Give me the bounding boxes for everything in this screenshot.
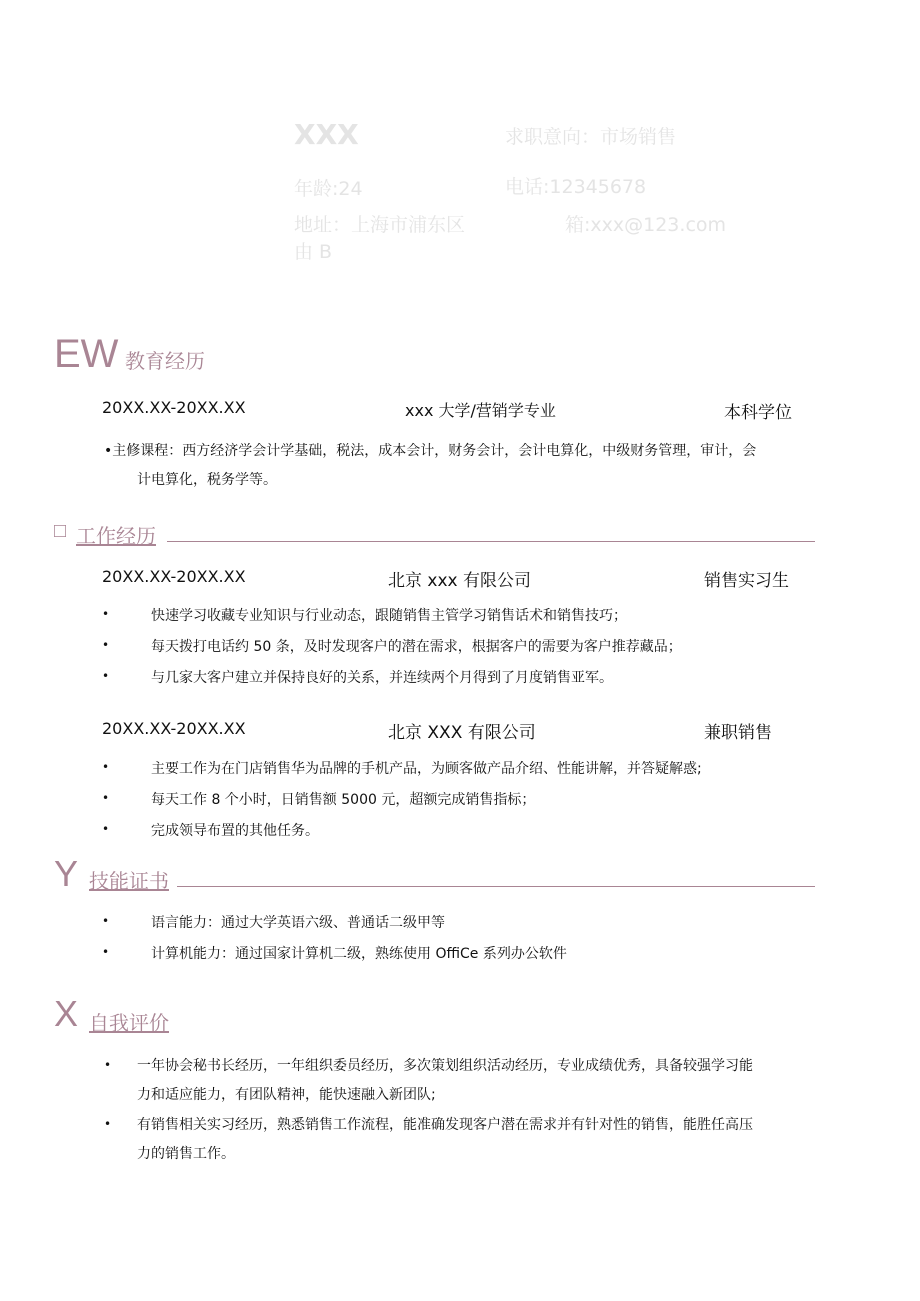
job-2-item-3: 完成领导布置的其他任务。	[151, 823, 319, 839]
list-bullet: •	[104, 1058, 112, 1072]
job-1-item-1: 快速学习收藏专业知识与行业动态，跟随销售主管学习销售话术和销售技巧；	[151, 608, 627, 624]
self-item-2-line1: 有销售相关实习经历，熟悉销售工作流程，能准确发现客户潜在需求并有针对性的销售，能胜任高压	[137, 1117, 753, 1133]
job-1-date: 20XX.XX-20XX.XX	[102, 567, 246, 586]
education-section-title: 教育经历	[125, 349, 205, 373]
job-intent: 求职意向：市场销售	[505, 126, 677, 148]
self-item-1-line2: 力和适应能力，有团队精神，能快速融入新团队;	[137, 1087, 436, 1103]
job-1-company: 北京 xxx 有限公司	[388, 571, 531, 591]
education-courses-line1: •主修课程：西方经济学会计学基础，税法，成本会计，财务会计，会计电算化，中级财务管理，审计，会	[104, 443, 757, 459]
list-bullet: •	[102, 945, 110, 959]
address-field-line2: 由 B	[294, 241, 333, 263]
job-2-company: 北京 XXX 有限公司	[388, 723, 536, 743]
job-2-item-2: 每天工作 8 个小时，日销售额 5000 元，超额完成销售指标；	[151, 792, 536, 808]
list-bullet: •	[104, 1117, 112, 1131]
work-section-title: 工作经历	[76, 524, 156, 548]
self-item-1-line1: 一年协会秘书长经历，一年组织委员经历，多次策划组织活动经历，专业成绩优秀，具备较强学习能	[137, 1058, 753, 1074]
job-2-item-1: 主要工作为在门店销售华为品牌的手机产品，为顾客做产品介绍、性能讲解，并答疑解惑;	[151, 761, 702, 777]
list-bullet: •	[102, 638, 110, 652]
list-bullet: •	[102, 760, 110, 774]
education-section-icon: EW	[54, 332, 119, 376]
education-degree: 本科学位	[724, 403, 792, 423]
work-section-rule	[167, 541, 815, 542]
age-field: 年龄:24	[294, 178, 363, 200]
job-1-item-3: 与几家大客户建立并保持良好的关系，并连续两个月得到了月度销售亚军。	[151, 670, 613, 686]
skills-section-icon: Y	[54, 853, 79, 894]
job-2-date: 20XX.XX-20XX.XX	[102, 719, 246, 738]
education-school: xxx 大学/营销学专业	[405, 401, 556, 420]
list-bullet: •	[102, 822, 110, 836]
list-bullet: •	[102, 914, 110, 928]
self-section-icon: X	[54, 993, 79, 1034]
skill-item-1: 语言能力：通过大学英语六级、普通话二级甲等	[151, 915, 445, 931]
list-bullet: •	[102, 791, 110, 805]
candidate-name: XXX	[294, 118, 359, 151]
email-field: 箱:xxx@123.com	[565, 214, 727, 236]
job-2-role: 兼职销售	[704, 723, 772, 743]
phone-field: 电话:12345678	[505, 176, 647, 198]
education-date: 20XX.XX-20XX.XX	[102, 398, 246, 417]
job-1-role: 销售实习生	[704, 571, 789, 591]
work-section-icon: □	[54, 520, 67, 542]
self-section-title: 自我评价	[89, 1011, 169, 1035]
self-item-2-line2: 力的销售工作。	[137, 1146, 235, 1162]
list-bullet: •	[102, 669, 110, 683]
education-courses-line2: 计电算化，税务学等。	[137, 472, 277, 488]
skill-item-2: 计算机能力：通过国家计算机二级，熟练使用 OffiCe 系列办公软件	[151, 946, 567, 962]
skills-section-rule	[177, 886, 815, 887]
skills-section-title: 技能证书	[89, 869, 169, 893]
address-field: 地址：上海市浦东区	[294, 214, 466, 236]
list-bullet: •	[102, 607, 110, 621]
job-1-item-2: 每天拨打电话约 50 条，及时发现客户的潜在需求，根据客户的需要为客户推荐藏品；	[151, 639, 682, 655]
